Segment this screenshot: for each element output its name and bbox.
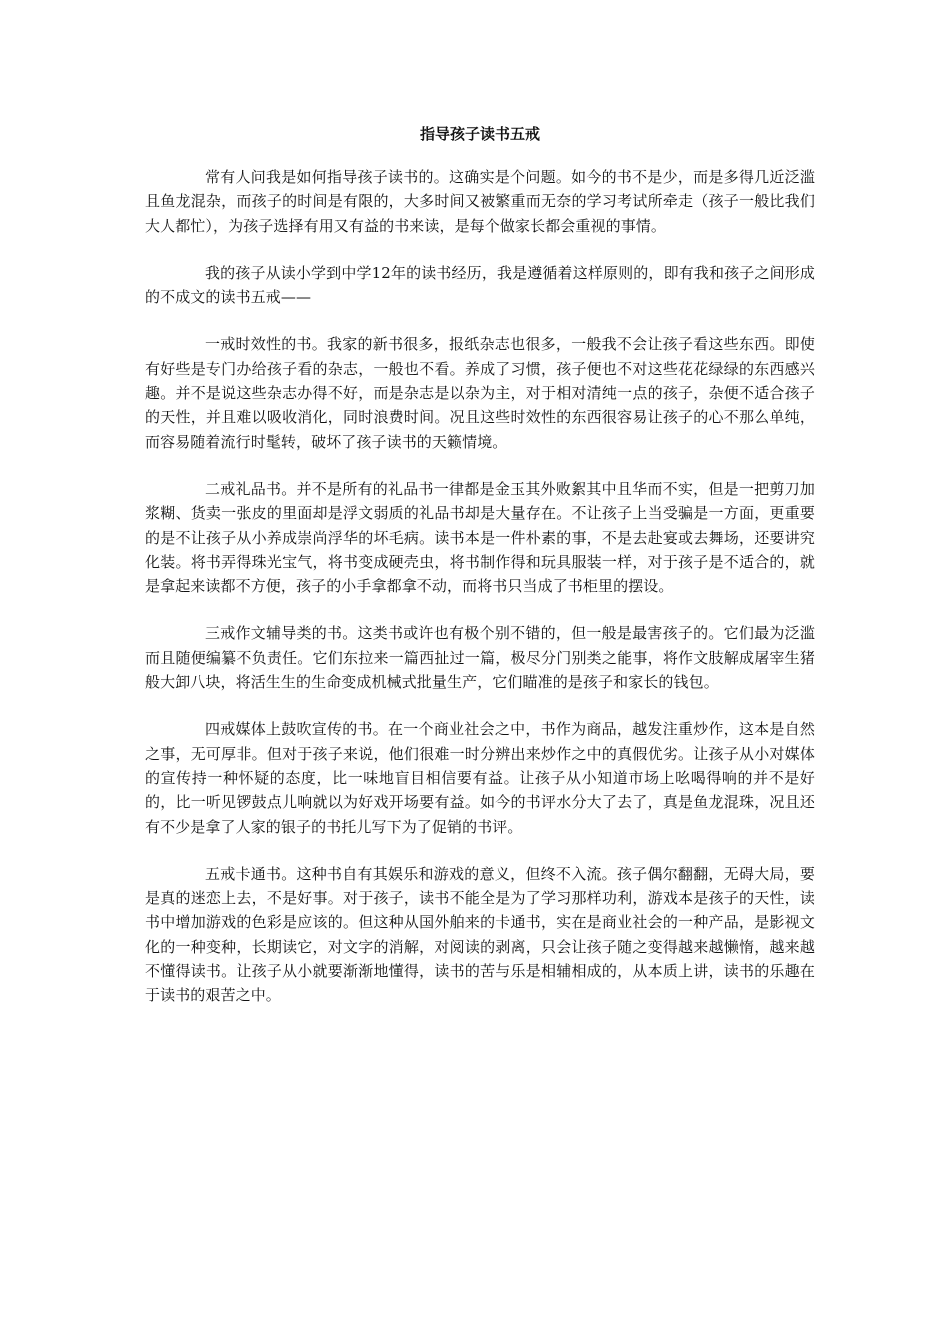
paragraph-rule-2: 二戒礼品书。并不是所有的礼品书一律都是金玉其外败絮其中且华而不实，但是一把剪刀加浆糊、货卖一张皮的里面却是浮文弱质的礼品书却是大量存在。不让孩子上当受骗是一方面，更重要的是不让孩子从小养成崇尚浮华的坏毛病。读书本是一件朴素的事，不是去赴宴或去舞场，还要讲究化装。将书弄得珠光宝气，将书变成硬壳虫，将书制作得和玩具服装一样，对于孩子是不适合的，就是拿起来读都不方便，孩子的小手拿都拿不动，而将书只当成了书柜里的摆设。 — [145, 479, 815, 596]
paragraph-intro: 常有人问我是如何指导孩子读书的。这确实是个问题。如今的书不是少，而是多得几近泛滥且鱼龙混杂，而孩子的时间是有限的，大多时间又被繁重而无奈的学习考试所牵走（孩子一般比我们大人都忙），为孩子选择有用又有益的书来读，是每个做家长都会重视的事情。 — [145, 168, 815, 235]
document-title: 指导孩子读书五戒 — [419, 125, 540, 143]
paragraph-rule-1: 一戒时效性的书。我家的新书很多，报纸杂志也很多，一般我不会让孩子看这些东西。即使有好些是专门办给孩子看的杂志，一般也不看。养成了习惯，孩子便也不对这些花花绿绿的东西感兴趣。并不是说这些杂志办得不好，而是杂志是以杂为主，对于相对清纯一点的孩子，杂便不适合孩子的天性，并且难以吸收消化，同时浪费时间。况且这些时效性的东西很容易让孩子的心不那么单纯，而容易随着流行时髦转，破坏了孩子读书的天籁情境。 — [145, 335, 815, 451]
document-page — [145, 0, 815, 1008]
paragraph-rule-5: 五戒卡通书。这种书自有其娱乐和游戏的意义，但终不入流。孩子偶尔翻翻，无碍大局，要是真的迷恋上去，不是好事。对于孩子，读书不能全是为了学习那样功利，游戏本是孩子的天性，读书中增加游戏的色彩是应该的。但这种从国外舶来的卡通书，实在是商业社会的一种产品，是影视文化的一种变种，长期读它，对文字的消解，对阅读的剥离，只会让孩子随之变得越来越懒惰，越来越不懂得读书。让孩子从小就要渐渐地懂得，读书的苦与乐是相辅相成的，从本质上讲，读书的乐趣在于读书的艰苦之中。 — [145, 864, 815, 1005]
paragraph-rule-3: 三戒作文辅导类的书。这类书或许也有极个别不错的，但一般是最害孩子的。它们最为泛滥而且随便编纂不负责任。它们东拉来一篇西扯过一篇，极尽分门别类之能事，将作文肢解成屠宰生猪般大卸八块，将活生生的生命变成机械式批量生产，它们瞄准的是孩子和家长的钱包。 — [145, 624, 815, 692]
paragraph-principle: 我的孩子从读小学到中学12年的读书经历，我是遵循着这样原则的，即有我和孩子之间形成的不成文的读书五戒—— — [145, 263, 815, 307]
paragraph-rule-4: 四戒媒体上鼓吹宣传的书。在一个商业社会之中，书作为商品，越发注重炒作，这本是自然之事，无可厚非。但对于孩子来说，他们很难一时分辨出来炒作之中的真假优劣。让孩子从小对媒体的宣传持一种怀疑的态度，比一味地盲目相信要有益。让孩子从小知道市场上吆喝得响的并不是好的，比一听见锣鼓点儿响就以为好戏开场要有益。如今的书评水分大了去了，真是鱼龙混珠，况且还有不少是拿了人家的银子的书托儿写下为了促销的书评。 — [145, 720, 815, 836]
